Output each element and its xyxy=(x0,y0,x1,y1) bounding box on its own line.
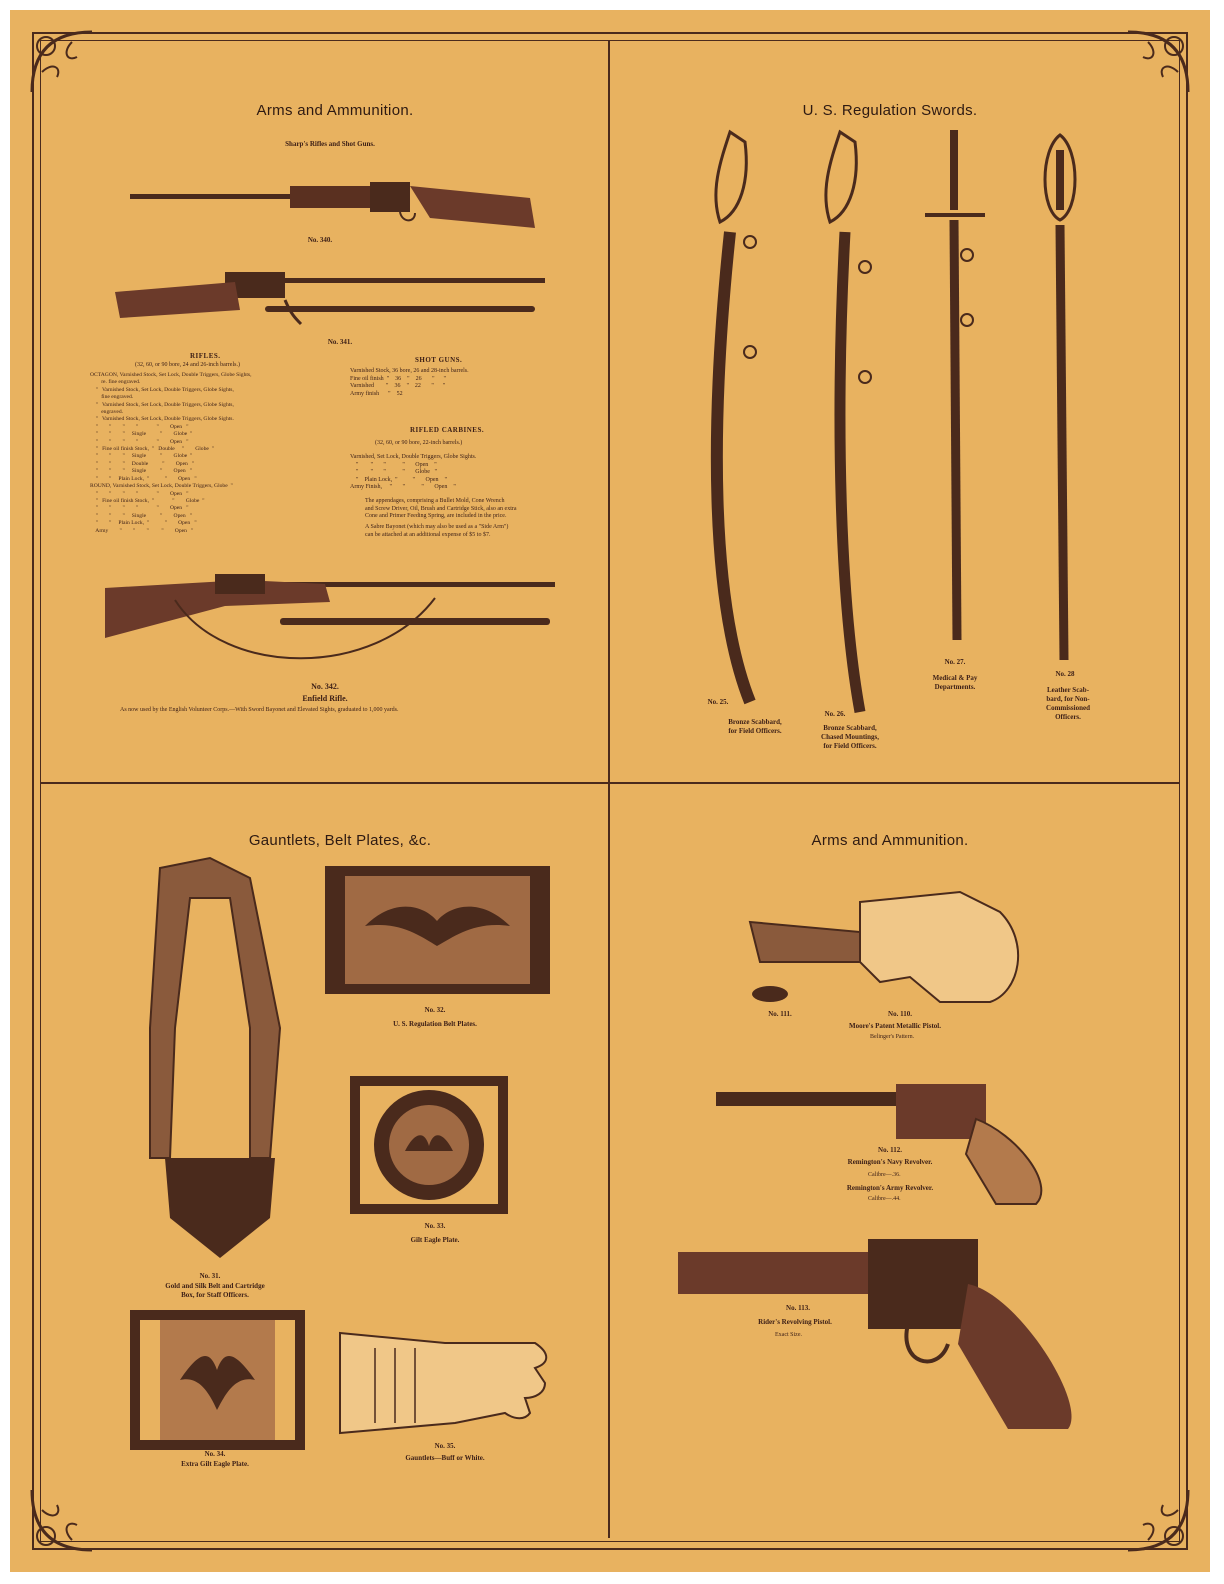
belt-plate-32-caption: U. S. Regulation Belt Plates. xyxy=(393,1020,477,1028)
item-no-341: No. 341. xyxy=(327,338,353,346)
carbines-price-list: Varnished, Set Lock, Double Triggers, Globe Sights. " " " " Open " " " " " Globe " " Plain Lock, " " Open " Army Finish, " " " Open " xyxy=(350,454,477,491)
panel-title-gauntlets: Gauntlets, Belt Plates, &c. xyxy=(248,832,432,849)
belt-and-cartridge-box-illustration xyxy=(150,858,290,1258)
carbines-heading: RIFLED CARBINES. xyxy=(410,426,485,434)
item-no-112: No. 112. xyxy=(878,1146,902,1154)
corner-ornament-top-left xyxy=(22,22,102,102)
eagle-plate-33-caption: Gilt Eagle Plate. xyxy=(410,1236,460,1244)
shotguns-price-list: Varnished Stock, 36 bore, 26 and 28-inch barrels. Fine oil finish " 36 " 26 " " Varnished " 36 " 22 " " Army finish " 52 xyxy=(350,368,469,397)
carbines-subheading: (32, 60, or 90 bore, 22-inch barrels.) xyxy=(375,440,463,446)
riders-pistol-caption: Rider's Revolving Pistol. xyxy=(758,1318,832,1326)
remington-army-calibre: Calibre—.44. xyxy=(868,1196,901,1202)
sword-27-caption: Medical & Pay Departments. xyxy=(932,674,978,691)
corner-ornament-top-right xyxy=(1118,22,1198,102)
enfield-rifle-illustration xyxy=(105,558,560,668)
enfield-rifle-label: Enfield Rifle. xyxy=(302,694,348,703)
rifles-heading: RIFLES. xyxy=(190,352,221,360)
rifles-subheading: (32, 60, or 90 bore, 24 and 26-inch barrels.) xyxy=(135,362,240,368)
sharps-rifle-illustration xyxy=(130,168,540,230)
item-no-340: No. 340. xyxy=(307,236,333,244)
belt-31-caption: Gold and Silk Belt and Cartridge Box, for Staff Officers. xyxy=(165,1282,265,1299)
sword-26-illustration xyxy=(800,122,900,722)
gauntlets-35-caption: Gauntlets—Buff or White. xyxy=(405,1454,485,1462)
vertical-divider xyxy=(608,40,610,1538)
catalog-page xyxy=(10,10,1210,1572)
item-no-34: No. 34. xyxy=(204,1450,226,1458)
item-no-342: No. 342. xyxy=(311,682,339,691)
eagle-plate-34-caption: Extra Gilt Eagle Plate. xyxy=(181,1460,249,1468)
sword-28-illustration xyxy=(1020,130,1100,670)
item-no-31: No. 31. xyxy=(199,1272,221,1280)
sword-26-caption: Bronze Scabbard, Chased Mountings, for Field Officers. xyxy=(821,724,879,750)
item-no-26: No. 26. xyxy=(824,710,846,718)
item-no-113: No. 113. xyxy=(786,1304,810,1312)
remington-army-caption: Remington's Army Revolver. xyxy=(846,1184,934,1192)
sword-25-caption: Bronze Scabbard, for Field Officers. xyxy=(728,718,782,735)
panel-title-swords: U. S. Regulation Swords. xyxy=(802,102,978,119)
shotguns-heading: SHOT GUNS. xyxy=(415,356,463,364)
moores-pistol-illustration xyxy=(740,882,1040,1012)
item-no-27: No. 27. xyxy=(944,658,966,666)
sword-28-caption: Leather Scab- bard, for Non- Commissioned Officers. xyxy=(1046,686,1090,721)
moores-pistol-subcaption: Belinger's Pattern. xyxy=(870,1034,915,1040)
gauntlet-glove-illustration xyxy=(335,1328,550,1438)
belt-plate-32-illustration xyxy=(325,866,550,994)
item-no-111: No. 111. xyxy=(768,1010,792,1018)
item-no-35: No. 35. xyxy=(434,1442,456,1450)
sword-27-illustration xyxy=(915,130,995,650)
item-no-32: No. 32. xyxy=(424,1006,446,1014)
item-no-28: No. 28 xyxy=(1055,670,1075,678)
bayonet-note: A Sabre Bayonet (which may also be used as a "Side Arm") can be attached at an additional expense of $5 to $7. xyxy=(365,524,509,538)
enfield-description: As now used by the English Volunteer Corps.—With Sword Bayonet and Elevated Sights, graduated to 1,000 yards. xyxy=(120,707,399,713)
riders-revolving-pistol-illustration xyxy=(678,1234,1088,1434)
rifles-price-list: OCTAGON, Varnished Stock, Set Lock, Double Triggers, Globe Sights, re. fine engraved. " Varnished Stock, Set Lock, Double Triggers, Globe Sights, fine engraved. " Varnished Stock, Set Lock, Double Triggers, Globe Sights, engraved. " Varnished Stock, Set Lock, Double Triggers, Globe Sights. " " " " " Open " " " " Single " Globe " " " " " " Open " " Fine oil finish Stock, " Double " Globe " " " " Single " Globe " " " " Double " Open " " " " Single " Open " " " Plain Lock, " " Open " ROUND, Varnished Stock, Set Lock, Double Triggers, Globe " " " " " " Open " " Fine oil finish Stock, " " Globe " " " " " " Open " " " " Single " Open " " " Plain Lock, " " Open " Army " " " " Open " xyxy=(90,372,252,534)
moores-pistol-caption: Moore's Patent Metallic Pistol. xyxy=(848,1022,941,1030)
appendages-note: The appendages, comprising a Bullet Mold, Cone Wrench and Screw Driver, Oil, Brush and Cartridge Stick, also an extra Cone and Primer Feeding Spring, are included in the price. xyxy=(365,498,517,520)
remington-navy-caption: Remington's Navy Revolver. xyxy=(847,1158,933,1166)
item-no-110: No. 110. xyxy=(888,1010,912,1018)
corner-ornament-bottom-right xyxy=(1118,1480,1198,1560)
horizontal-divider xyxy=(40,782,1180,784)
item-no-33: No. 33. xyxy=(424,1222,446,1230)
corner-ornament-bottom-left xyxy=(22,1480,102,1560)
remington-navy-calibre: Calibre—.36. xyxy=(868,1172,901,1178)
rifle-341-illustration xyxy=(115,262,545,334)
item-no-25: No. 25. xyxy=(707,698,729,706)
sword-25-illustration xyxy=(690,122,790,722)
riders-pistol-subcaption: Exact Size. xyxy=(775,1332,802,1338)
eagle-plate-33-illustration xyxy=(350,1076,508,1214)
eagle-plate-34-illustration xyxy=(130,1310,305,1450)
panel-title-arms-bottom: Arms and Ammunition. xyxy=(811,832,969,849)
subtitle-sharps: Sharp's Rifles and Shot Guns. xyxy=(285,140,375,148)
panel-title-arms-top: Arms and Ammunition. xyxy=(256,102,414,119)
